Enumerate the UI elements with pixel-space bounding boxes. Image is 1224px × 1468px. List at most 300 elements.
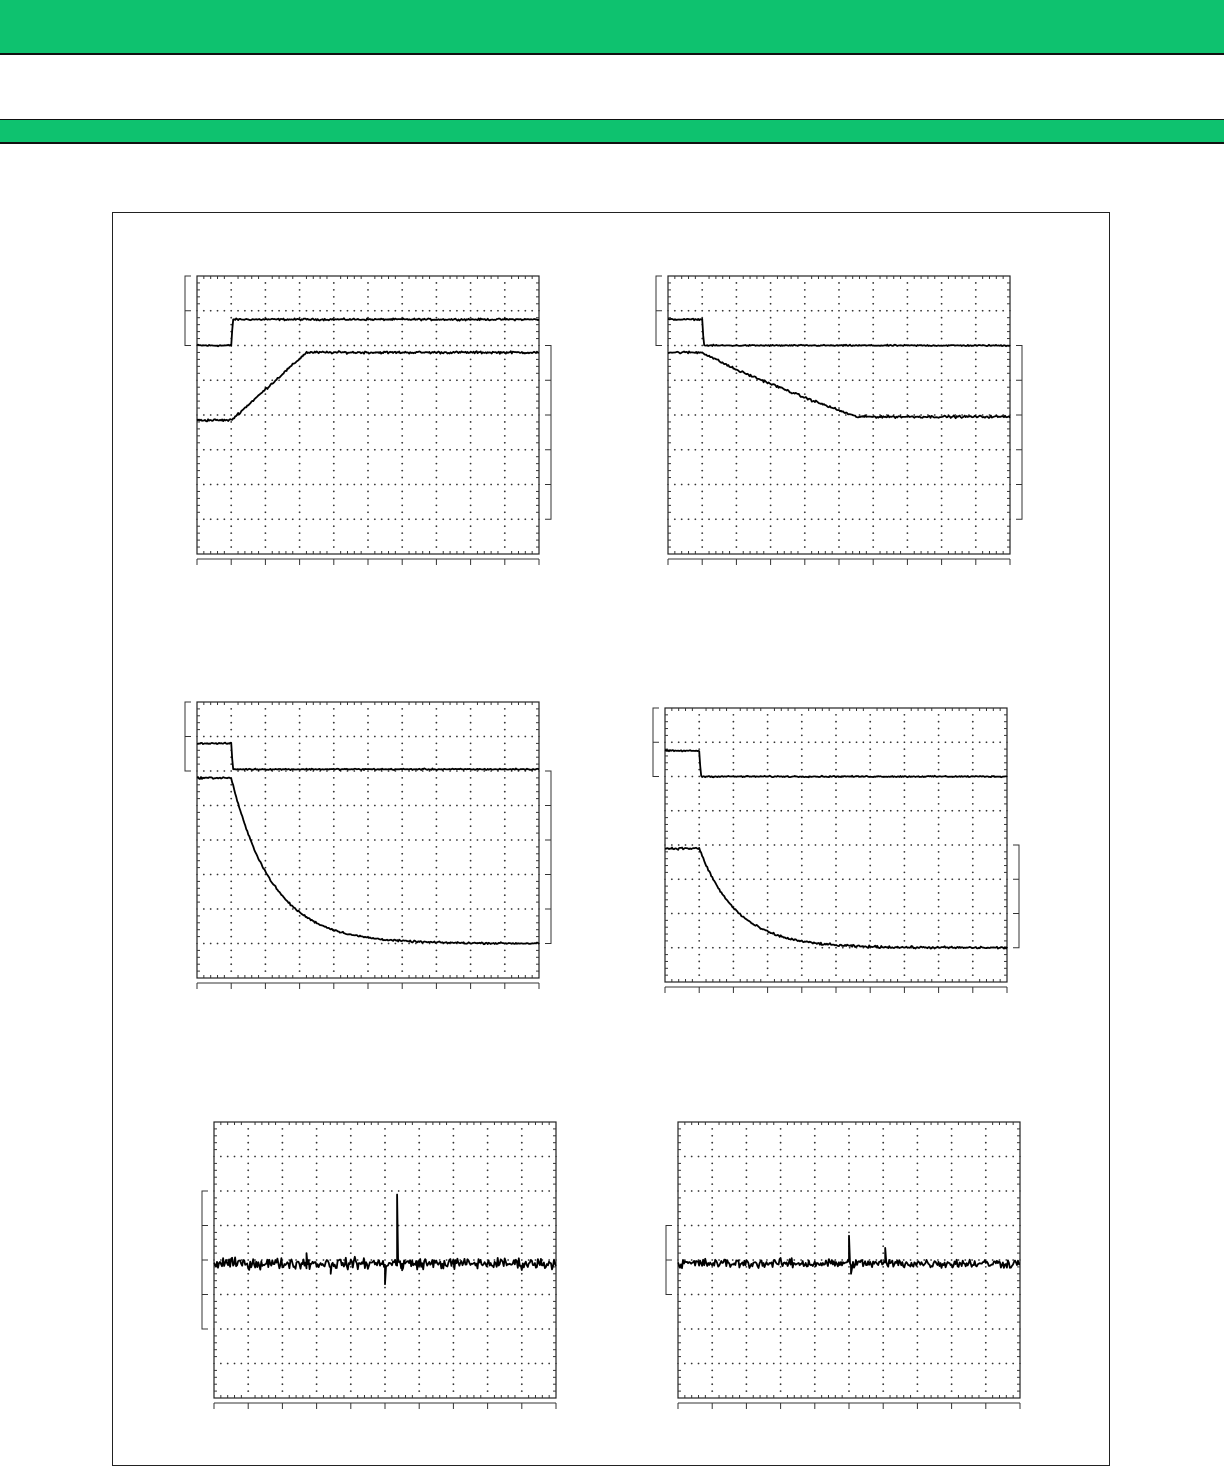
grid-dot bbox=[767, 872, 769, 874]
grid-dot bbox=[856, 878, 858, 880]
grid-dot bbox=[487, 1218, 489, 1220]
grid-dot bbox=[394, 908, 396, 910]
grid-dot bbox=[896, 1190, 898, 1192]
grid-dot bbox=[780, 1245, 782, 1247]
grid-dot bbox=[487, 1307, 489, 1309]
grid-dot bbox=[698, 858, 700, 860]
grid-dot bbox=[917, 1376, 919, 1378]
grid-dot bbox=[470, 310, 472, 312]
grid-dot bbox=[985, 1335, 987, 1337]
grid-dot bbox=[350, 1356, 352, 1358]
grid-dot bbox=[985, 1245, 987, 1247]
grid-dot bbox=[213, 1259, 215, 1261]
grid-dot bbox=[432, 1156, 434, 1158]
grid-dot bbox=[350, 1273, 352, 1275]
grid-dot bbox=[504, 839, 506, 841]
grid-dot bbox=[872, 428, 874, 430]
grid-dot bbox=[449, 310, 451, 312]
grid-dot bbox=[945, 844, 947, 846]
grid-dot bbox=[815, 741, 817, 743]
grid-dot bbox=[938, 803, 940, 805]
grid-dot bbox=[917, 1328, 919, 1330]
grid-dot bbox=[804, 470, 806, 472]
grid-dot bbox=[367, 784, 369, 786]
grid-dot bbox=[370, 1328, 372, 1330]
grid-dot bbox=[278, 310, 280, 312]
grid-dot bbox=[418, 1176, 420, 1178]
grid-dot bbox=[271, 874, 273, 876]
grid-dot bbox=[848, 1314, 850, 1316]
grid-dot bbox=[992, 1328, 994, 1330]
grid-dot bbox=[992, 878, 994, 880]
grid-dot bbox=[247, 1149, 249, 1151]
grid-dot bbox=[282, 1218, 284, 1220]
grid-dot bbox=[230, 421, 232, 423]
grid-dot bbox=[804, 379, 806, 381]
grid-dot bbox=[418, 1142, 420, 1144]
grid-dot bbox=[698, 1328, 700, 1330]
grid-dot bbox=[449, 518, 451, 520]
grid-dot bbox=[811, 310, 813, 312]
grid-dot bbox=[292, 484, 294, 486]
grid-dot bbox=[767, 878, 769, 880]
grid-dot bbox=[230, 846, 232, 848]
grid-dot bbox=[459, 1225, 461, 1227]
grid-dot bbox=[872, 442, 874, 444]
grid-dot bbox=[487, 1342, 489, 1344]
grid-dot bbox=[247, 1307, 249, 1309]
grid-dot bbox=[801, 803, 803, 805]
grid-dot bbox=[828, 1328, 830, 1330]
grid-dot bbox=[904, 789, 906, 791]
grid-dot bbox=[882, 1342, 884, 1344]
grid-dot bbox=[685, 844, 687, 846]
grid-dot bbox=[821, 1363, 823, 1365]
grid-dot bbox=[904, 844, 906, 846]
grid-dot bbox=[705, 878, 707, 880]
grid-dot bbox=[838, 532, 840, 534]
grid-dot bbox=[917, 1204, 919, 1206]
grid-dot bbox=[299, 477, 301, 479]
grid-dot bbox=[265, 908, 267, 910]
grid-dot bbox=[504, 708, 506, 710]
grid-dot bbox=[436, 784, 438, 786]
grid-dot bbox=[477, 770, 479, 772]
grid-dot bbox=[701, 435, 703, 437]
grid-dot bbox=[931, 844, 933, 846]
grid-dot bbox=[951, 1128, 953, 1130]
grid-dot bbox=[319, 449, 321, 451]
grid-dot bbox=[767, 940, 769, 942]
grid-dot bbox=[329, 1190, 331, 1192]
grid-dot bbox=[357, 1328, 359, 1330]
grid-dot bbox=[814, 1163, 816, 1165]
grid-dot bbox=[733, 735, 735, 737]
grid-dot bbox=[904, 851, 906, 853]
grid-dot bbox=[698, 1190, 700, 1192]
grid-dot bbox=[848, 1335, 850, 1337]
grid-dot bbox=[828, 1156, 830, 1158]
grid-dot bbox=[340, 908, 342, 910]
grid-dot bbox=[391, 1190, 393, 1192]
grid-dot bbox=[958, 1259, 960, 1261]
grid-dot bbox=[882, 1245, 884, 1247]
grid-dot bbox=[285, 345, 287, 347]
grid-dot bbox=[514, 1363, 516, 1365]
grid-dot bbox=[278, 874, 280, 876]
grid-dot bbox=[463, 736, 465, 738]
grid-dot bbox=[367, 345, 369, 347]
grid-dot bbox=[1019, 1294, 1021, 1296]
grid-dot bbox=[917, 1211, 919, 1213]
grid-dot bbox=[886, 484, 888, 486]
grid-dot bbox=[453, 1301, 455, 1303]
grid-dot bbox=[698, 721, 700, 723]
grid-dot bbox=[746, 810, 748, 812]
grid-dot bbox=[814, 1307, 816, 1309]
grid-dot bbox=[329, 1225, 331, 1227]
grid-dot bbox=[733, 721, 735, 723]
grid-dot bbox=[951, 1321, 953, 1323]
grid-dot bbox=[470, 303, 472, 305]
grid-dot bbox=[886, 379, 888, 381]
grid-dot bbox=[360, 310, 362, 312]
grid-dot bbox=[681, 518, 683, 520]
grid-dot bbox=[299, 365, 301, 367]
grid-dot bbox=[787, 810, 789, 812]
grid-dot bbox=[667, 310, 669, 312]
grid-dot bbox=[900, 379, 902, 381]
grid-dot bbox=[333, 956, 335, 958]
grid-dot bbox=[838, 338, 840, 340]
grid-dot bbox=[511, 518, 513, 520]
grid-dot bbox=[449, 414, 451, 416]
grid-dot bbox=[487, 1376, 489, 1378]
grid-dot bbox=[917, 1183, 919, 1185]
grid-dot bbox=[268, 1225, 270, 1227]
grid-dot bbox=[801, 851, 803, 853]
grid-dot bbox=[487, 1204, 489, 1206]
grid-dot bbox=[299, 289, 301, 291]
grid-dot bbox=[971, 1328, 973, 1330]
grid-dot bbox=[364, 1156, 366, 1158]
grid-dot bbox=[265, 887, 267, 889]
grid-dot bbox=[917, 913, 919, 915]
grid-dot bbox=[736, 407, 738, 409]
grid-dot bbox=[555, 1259, 557, 1261]
grid-dot bbox=[961, 449, 963, 451]
grid-dot bbox=[862, 1225, 864, 1227]
grid-dot bbox=[504, 414, 506, 416]
grid-dot bbox=[794, 810, 796, 812]
grid-dot bbox=[470, 442, 472, 444]
grid-dot bbox=[357, 1156, 359, 1158]
grid-dot bbox=[415, 736, 417, 738]
grid-dot bbox=[917, 1238, 919, 1240]
grid-dot bbox=[333, 763, 335, 765]
grid-dot bbox=[401, 365, 403, 367]
grid-dot bbox=[261, 1363, 263, 1365]
grid-dot bbox=[711, 1204, 713, 1206]
grid-dot bbox=[299, 881, 301, 883]
grid-dot bbox=[265, 763, 267, 765]
grid-dot bbox=[848, 1128, 850, 1130]
grid-dot bbox=[251, 518, 253, 520]
grid-dot bbox=[770, 456, 772, 458]
grid-dot bbox=[401, 532, 403, 534]
grid-dot bbox=[524, 874, 526, 876]
grid-dot bbox=[282, 1128, 284, 1130]
grid-dot bbox=[288, 1328, 290, 1330]
grid-dot bbox=[733, 844, 735, 846]
grid-dot bbox=[265, 715, 267, 717]
grid-dot bbox=[739, 741, 741, 743]
grid-dot bbox=[292, 518, 294, 520]
grid-dot bbox=[780, 1238, 782, 1240]
grid-dot bbox=[384, 1301, 386, 1303]
grid-dot bbox=[391, 1156, 393, 1158]
grid-dot bbox=[848, 1370, 850, 1372]
grid-dot bbox=[869, 837, 871, 839]
grid-dot bbox=[951, 1259, 953, 1261]
grid-dot bbox=[541, 1190, 543, 1192]
grid-dot bbox=[381, 310, 383, 312]
grid-dot bbox=[470, 421, 472, 423]
grid-dot bbox=[677, 1190, 679, 1192]
grid-dot bbox=[807, 1156, 809, 1158]
grid-dot bbox=[470, 722, 472, 724]
grid-dot bbox=[439, 1363, 441, 1365]
grid-dot bbox=[265, 791, 267, 793]
grid-dot bbox=[811, 449, 813, 451]
grid-dot bbox=[815, 913, 817, 915]
grid-dot bbox=[282, 1328, 284, 1330]
grid-dot bbox=[849, 947, 851, 949]
grid-dot bbox=[459, 1190, 461, 1192]
grid-dot bbox=[230, 546, 232, 548]
grid-dot bbox=[333, 331, 335, 333]
grid-dot bbox=[801, 735, 803, 737]
grid-dot bbox=[917, 1356, 919, 1358]
grid-dot bbox=[718, 1294, 720, 1296]
grid-dot bbox=[230, 317, 232, 319]
grid-dot bbox=[271, 736, 273, 738]
grid-dot bbox=[982, 414, 984, 416]
grid-dot bbox=[333, 338, 335, 340]
grid-dot bbox=[254, 1259, 256, 1261]
grid-dot bbox=[333, 818, 335, 820]
grid-dot bbox=[770, 296, 772, 298]
grid-dot bbox=[972, 824, 974, 826]
grid-dot bbox=[828, 1363, 830, 1365]
grid-dot bbox=[664, 947, 666, 949]
grid-dot bbox=[367, 943, 369, 945]
grid-dot bbox=[541, 1156, 543, 1158]
grid-dot bbox=[835, 803, 837, 805]
grid-dot bbox=[975, 539, 977, 541]
grid-dot bbox=[418, 1280, 420, 1282]
grid-dot bbox=[900, 484, 902, 486]
grid-dot bbox=[473, 1363, 475, 1365]
grid-dot bbox=[804, 532, 806, 534]
grid-dot bbox=[401, 511, 403, 513]
grid-dot bbox=[282, 1294, 284, 1296]
grid-dot bbox=[985, 1197, 987, 1199]
grid-dot bbox=[436, 798, 438, 800]
grid-dot bbox=[247, 1156, 249, 1158]
grid-dot bbox=[804, 289, 806, 291]
grid-dot bbox=[504, 922, 506, 924]
grid-dot bbox=[453, 1307, 455, 1309]
grid-dot bbox=[265, 846, 267, 848]
grid-dot bbox=[835, 974, 837, 976]
grid-dot bbox=[265, 470, 267, 472]
grid-dot bbox=[848, 1169, 850, 1171]
grid-dot bbox=[941, 331, 943, 333]
grid-dot bbox=[907, 331, 909, 333]
grid-dot bbox=[780, 1142, 782, 1144]
grid-dot bbox=[282, 1390, 284, 1392]
grid-dot bbox=[251, 345, 253, 347]
grid-dot bbox=[518, 379, 520, 381]
grid-dot bbox=[923, 1259, 925, 1261]
grid-dot bbox=[718, 1156, 720, 1158]
grid-dot bbox=[804, 303, 806, 305]
grid-dot bbox=[299, 331, 301, 333]
grid-dot bbox=[470, 894, 472, 896]
grid-dot bbox=[746, 1225, 748, 1227]
grid-dot bbox=[251, 379, 253, 381]
grid-dot bbox=[490, 874, 492, 876]
grid-dot bbox=[487, 1197, 489, 1199]
grid-dot bbox=[698, 967, 700, 969]
grid-dot bbox=[524, 345, 526, 347]
grid-dot bbox=[954, 449, 956, 451]
grid-dot bbox=[436, 970, 438, 972]
grid-dot bbox=[938, 748, 940, 750]
grid-dot bbox=[838, 546, 840, 548]
grid-dot bbox=[418, 1335, 420, 1337]
grid-dot bbox=[521, 1383, 523, 1385]
grid-dot bbox=[814, 1376, 816, 1378]
grid-dot bbox=[456, 770, 458, 772]
grid-dot bbox=[470, 929, 472, 931]
grid-dot bbox=[299, 345, 301, 347]
grid-dot bbox=[514, 1294, 516, 1296]
grid-dot bbox=[429, 805, 431, 807]
grid-dot bbox=[972, 851, 974, 853]
grid-dot bbox=[907, 491, 909, 493]
grid-dot bbox=[316, 1287, 318, 1289]
grid-dot bbox=[838, 359, 840, 361]
grid-dot bbox=[265, 456, 267, 458]
grid-dot bbox=[230, 407, 232, 409]
grid-dot bbox=[504, 887, 506, 889]
grid-dot bbox=[504, 812, 506, 814]
grid-dot bbox=[848, 1307, 850, 1309]
grid-dot bbox=[800, 1294, 802, 1296]
grid-dot bbox=[323, 1294, 325, 1296]
grid-dot bbox=[999, 1328, 1001, 1330]
grid-dot bbox=[733, 796, 735, 798]
grid-dot bbox=[401, 798, 403, 800]
grid-dot bbox=[835, 728, 837, 730]
grid-dot bbox=[780, 1301, 782, 1303]
grid-dot bbox=[938, 933, 940, 935]
grid-dot bbox=[938, 789, 940, 791]
grid-dot bbox=[436, 296, 438, 298]
grid-dot bbox=[220, 1225, 222, 1227]
grid-dot bbox=[487, 1149, 489, 1151]
grid-dot bbox=[767, 728, 769, 730]
grid-dot bbox=[681, 449, 683, 451]
grid-dot bbox=[524, 908, 526, 910]
grid-dot bbox=[350, 1225, 352, 1227]
grid-dot bbox=[541, 1363, 543, 1365]
grid-dot bbox=[801, 782, 803, 784]
grid-dot bbox=[907, 525, 909, 527]
grid-dot bbox=[347, 379, 349, 381]
grid-dot bbox=[254, 1190, 256, 1192]
grid-dot bbox=[244, 943, 246, 945]
grid-dot bbox=[671, 947, 673, 949]
grid-dot bbox=[230, 456, 232, 458]
grid-dot bbox=[203, 943, 205, 945]
grid-dot bbox=[299, 756, 301, 758]
grid-dot bbox=[453, 1128, 455, 1130]
grid-dot bbox=[265, 296, 267, 298]
grid-dot bbox=[971, 1259, 973, 1261]
grid-dot bbox=[316, 1211, 318, 1213]
grid-dot bbox=[333, 867, 335, 869]
grid-dot bbox=[804, 546, 806, 548]
grid-dot bbox=[299, 525, 301, 527]
grid-dot bbox=[842, 741, 844, 743]
grid-dot bbox=[401, 345, 403, 347]
grid-dot bbox=[282, 1135, 284, 1137]
grid-dot bbox=[760, 947, 762, 949]
grid-dot bbox=[347, 805, 349, 807]
grid-dot bbox=[401, 518, 403, 520]
grid-dot bbox=[360, 449, 362, 451]
grid-dot bbox=[203, 805, 205, 807]
grid-dot bbox=[938, 926, 940, 928]
grid-dot bbox=[316, 1335, 318, 1337]
grid-dot bbox=[521, 1245, 523, 1247]
grid-dot bbox=[265, 484, 267, 486]
grid-dot bbox=[907, 518, 909, 520]
grid-dot bbox=[938, 919, 940, 921]
grid-dot bbox=[752, 1225, 754, 1227]
grid-dot bbox=[698, 885, 700, 887]
grid-dot bbox=[500, 1190, 502, 1192]
grid-dot bbox=[511, 449, 513, 451]
grid-dot bbox=[691, 947, 693, 949]
grid-dot bbox=[664, 776, 666, 778]
grid-dot bbox=[989, 449, 991, 451]
grid-dot bbox=[521, 1142, 523, 1144]
grid-dot bbox=[773, 1190, 775, 1192]
grid-dot bbox=[862, 810, 864, 812]
grid-dot bbox=[518, 518, 520, 520]
grid-dot bbox=[701, 518, 703, 520]
grid-dot bbox=[883, 741, 885, 743]
grid-dot bbox=[958, 913, 960, 915]
grid-dot bbox=[521, 1342, 523, 1344]
grid-dot bbox=[801, 830, 803, 832]
grid-dot bbox=[217, 805, 219, 807]
grid-dot bbox=[941, 372, 943, 374]
